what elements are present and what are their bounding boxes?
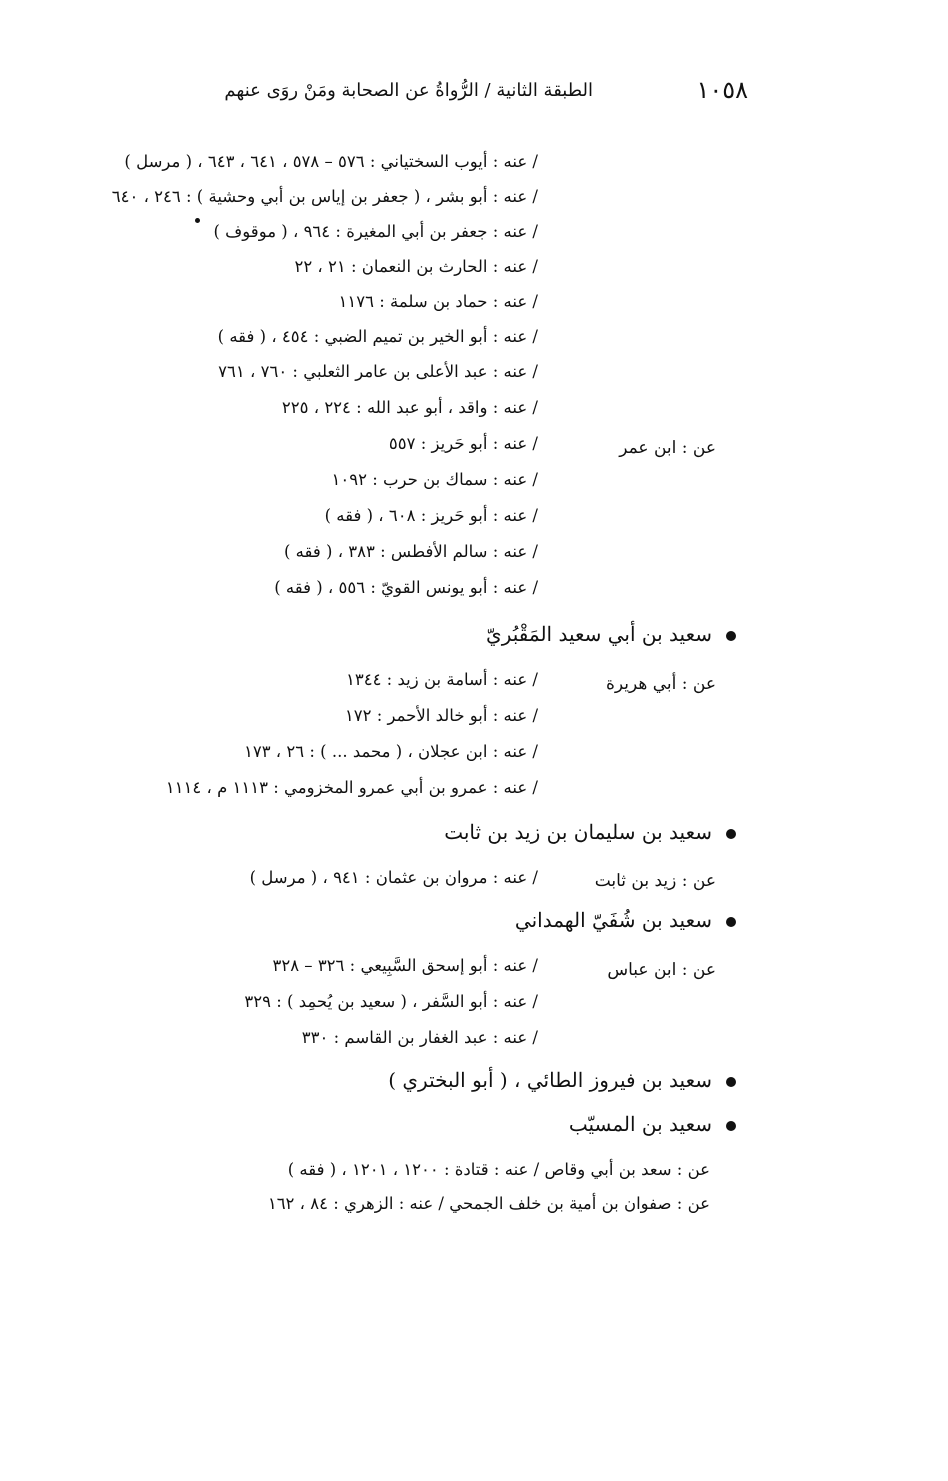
- narration-line: / عنه : سالم الأفطس : ٣٨٣ ، ( فقه ): [284, 542, 538, 561]
- page-header: [224, 76, 748, 116]
- entry-heading-text: سعيد بن أبي سعيد المَقْبُريّ: [486, 622, 712, 646]
- narrator-label: عن : ابن عباس: [607, 960, 716, 980]
- narrator-label: عن : أبي هريرة: [605, 674, 716, 694]
- narration-line: / عنه : جعفر بن أبي المغيرة : ٩٦٤ ، ( موقوف ): [213, 222, 538, 241]
- entry-heading-text: سعيد بن سليمان بن زيد بن ثابت: [444, 820, 712, 844]
- ink-dot: [195, 218, 200, 223]
- narration-line: / عنه : ابن عجلان ، ( محمد ... ) : ٢٦ ، ١٧٣: [243, 742, 538, 761]
- page-number: ١٠٥٨: [696, 76, 748, 104]
- entry-heading: [515, 908, 736, 932]
- bullet-icon: [726, 1121, 736, 1131]
- narration-line: / عنه : أبو خالد الأحمر : ١٧٢: [344, 706, 538, 725]
- bullet-icon: [726, 631, 736, 641]
- entry-heading-text: سعيد بن المسيّب: [568, 1112, 712, 1136]
- bullet-icon: [726, 1077, 736, 1087]
- narration-line: / عنه : مروان بن عثمان : ٩٤١ ، ( مرسل ): [249, 868, 538, 887]
- narration-line: / عنه : واقد ، أبو عبد الله : ٢٢٤ ، ٢٢٥: [281, 398, 538, 417]
- narrator-label: عن : زيد بن ثابت: [594, 871, 716, 891]
- narration-line: / عنه : أبو حَريز : ٦٠٨ ، ( فقه ): [324, 506, 538, 525]
- entry-heading: [569, 1112, 736, 1136]
- narration-line: / عنه : أبو إسحق السَّبِيعي : ٣٢٦ – ٣٢٨: [272, 956, 538, 975]
- narration-line: / عنه : سماك بن حرب : ١٠٩٢: [331, 470, 538, 489]
- entry-heading-text: سعيد بن فيروز الطائي ، ( أبو البختري ): [388, 1068, 712, 1092]
- narration-line: / عنه : أبو يونس القويّ : ٥٥٦ ، ( فقه ): [274, 578, 538, 597]
- narration-line: / عنه : أبو بشر ، ( جعفر بن إياس بن أبي وحشية ) : ٢٤٦ ، ٦٤٠: [111, 187, 538, 206]
- narration-line: / عنه : الحارث بن النعمان : ٢١ ، ٢٢: [294, 257, 538, 276]
- narration-line: / عنه : أبو حَريز : ٥٥٧: [388, 434, 538, 453]
- bullet-icon: [726, 829, 736, 839]
- entry-heading-text: سعيد بن شُفَيّ الهمداني: [514, 908, 712, 932]
- narration-line: عن : صفوان بن أمية بن خلف الجمحي / عنه : الزهري : ٨٤ ، ١٦٢: [267, 1194, 710, 1213]
- narration-line: / عنه : أبو الخير بن تميم الضبي : ٤٥٤ ، ( فقه ): [217, 327, 538, 346]
- narration-line: / عنه : عمرو بن أبي عمرو المخزومي : ١١١٣ م ، ١١١٤: [165, 778, 538, 797]
- narration-line: / عنه : أسامة بن زيد : ١٣٤٤: [345, 670, 538, 689]
- narration-line: / عنه : حماد بن سلمة : ١١٧٦: [338, 292, 538, 311]
- narration-line: عن : سعد بن أبي وقاص / عنه : قتادة : ١٢٠٠ ، ١٢٠١ ، ( فقه ): [287, 1160, 710, 1179]
- entry-heading: [486, 622, 736, 646]
- entry-heading: [444, 820, 736, 844]
- entry-heading: [388, 1068, 736, 1092]
- narration-line: / عنه : عبد الغفار بن القاسم : ٣٣٠: [301, 1028, 538, 1047]
- bullet-icon: [726, 917, 736, 927]
- narration-line: / عنه : أيوب السختياني : ٥٧٦ – ٥٧٨ ، ٦٤١ ، ٦٤٣ ، ( مرسل ): [124, 152, 538, 171]
- narration-line: / عنه : أبو السَّفر ، ( سعيد بن يُحمِد ) : ٣٢٩: [244, 992, 538, 1011]
- narration-line: / عنه : عبد الأعلى بن عامر الثعلبي : ٧٦٠ ، ٧٦١: [218, 362, 538, 381]
- narrator-label: عن : ابن عمر: [619, 438, 716, 458]
- running-title: الطبقة الثانية / الرُّواةُ عن الصحابة ومَنْ روَى عنهم: [224, 80, 593, 101]
